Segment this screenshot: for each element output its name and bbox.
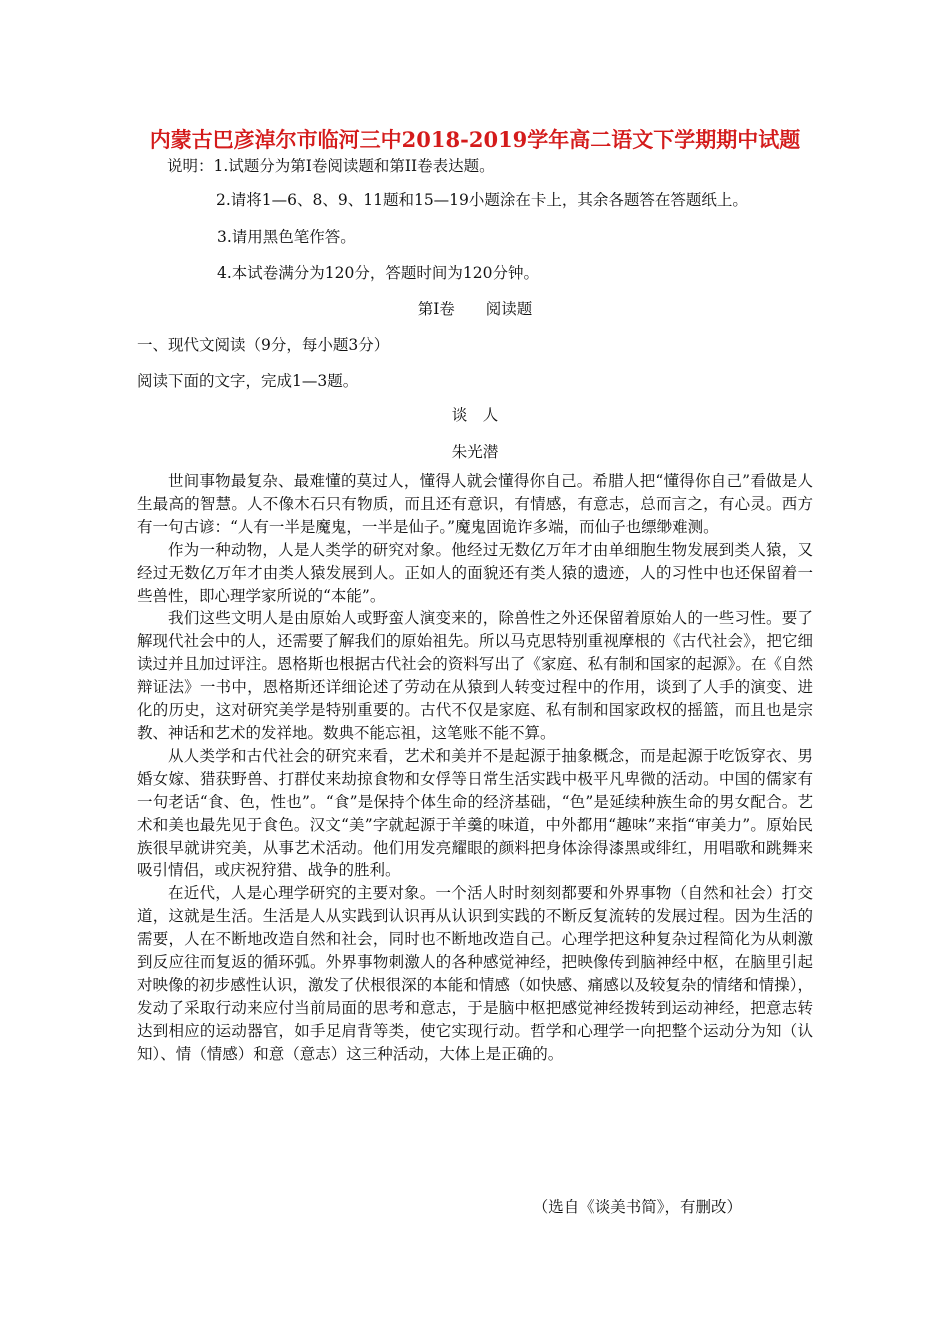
article-paragraph-5: 在近代，人是心理学研究的主要对象。一个活人时时刻刻都要和外界事物（自然和社会）打交道，这就是生活。生活是人从实践到认识再从认识到实践的不断反复流转的发展过程。因为生活的需要，人在不断地改造自然和社会，同时也不断地改造自己。心理学把这种复杂过程简化为从刺激到反应往而复返的循环弧。外界事物刺激人的各种感觉神经，把映像传到脑神经中枢，在脑里引起对映像的初步感性认识，激发了伏根很深的本能和情感（如快感、痛感以及较复杂的情绪和情操），发动了采取行动来应付当前局面的思考和意志，于是脑中枢把感觉神经拨转到运动神经，把意志转达到相应的运动器官，如手足肩背等类，使它实现行动。哲学和心理学一向把整个运动分为知（认知）、情（情感）和意（意志）这三种活动，大体上是正确的。 bbox=[137, 884, 813, 1063]
part-heading: 一、现代文阅读（9分，每小题3分） bbox=[137, 336, 390, 354]
article-author: 朱光潜 bbox=[451, 443, 499, 461]
reading-prompt: 阅读下面的文字，完成1—3题。 bbox=[137, 372, 359, 390]
article-paragraph-4: 从人类学和古代社会的研究来看，艺术和美并不是起源于抽象概念，而是起源于吃饭穿衣、男婚女嫁、猎获野兽、打群仗来劫掠食物和女俘等日常生活实践中极平凡卑微的活动。中国的儒家有一句老话“食、色，性也”。“食”是保持个体生命的经济基础，“色”是延续种族生命的男女配合。艺术和美也最先见于食色。汉文“美”字就起源于羊羹的味道，中外都用“趣味”来指“审美力”。原始民族很早就讲究美，从事艺术活动。他们用发亮耀眼的颜料把身体涂得漆黑或绯红，用唱歌和跳舞来吸引情侣，或庆祝狩猎、战争的胜利。 bbox=[137, 746, 813, 880]
article-body bbox=[137, 470, 813, 1066]
article-title: 谈 人 bbox=[451, 406, 499, 424]
volume-heading: 第Ⅰ卷 阅读题 bbox=[417, 300, 533, 318]
exam-title: 内蒙古巴彦淖尔市临河三中2018-2019学年高二语文下学期期中试题 bbox=[149, 127, 801, 152]
article-source: （选自《谈美书简》，有删改） bbox=[532, 1198, 742, 1216]
instruction-3: 3.请用黑色笔作答。 bbox=[217, 228, 356, 246]
article-paragraph-2: 作为一种动物，人是人类学的研究对象。他经过无数亿万年才由单细胞生物发展到类人猿，又经过无数亿万年才由类人猿发展到人。正如人的面貌还有类人猿的遗迹，人的习性中也还保留着一些兽性，即心理学家所说的“本能”。 bbox=[137, 540, 813, 605]
instruction-4: 4.本试卷满分为120分，答题时间为120分钟。 bbox=[217, 264, 539, 282]
instruction-2: 2.请将1—6、8、9、11题和15—19小题涂在卡上，其余各题答在答题纸上。 bbox=[216, 191, 748, 209]
instruction-1: 说明：1.试题分为第Ⅰ卷阅读题和第II卷表达题。 bbox=[167, 157, 495, 175]
article-paragraph-1: 世间事物最复杂、最难懂的莫过人，懂得人就会懂得你自己。希腊人把“懂得你自己”看做是人生最高的智慧。人不像木石只有物质，而且还有意识，有情感，有意志，总而言之，有心灵。西方有一句古谚：“人有一半是魔鬼，一半是仙子。”魔鬼固诡诈多端，而仙子也缥缈难测。 bbox=[137, 472, 813, 536]
article-paragraph-3: 我们这些文明人是由原始人或野蛮人演变来的，除兽性之外还保留着原始人的一些习性。要了解现代社会中的人，还需要了解我们的原始祖先。所以马克思特别重视摩根的《古代社会》，把它细读过并且加过评注。恩格斯也根据古代社会的资料写出了《家庭、私有制和国家的起源》。在《自然辩证法》一书中，恩格斯还详细论述了劳动在从猿到人转变过程中的作用，谈到了人手的演变、进化的历史，这对研究美学是特别重要的。古代不仅是家庭、私有制和国家政权的摇篮，而且也是宗教、神话和艺术的发祥地。数典不能忘祖，这笔账不能不算。 bbox=[137, 609, 813, 742]
